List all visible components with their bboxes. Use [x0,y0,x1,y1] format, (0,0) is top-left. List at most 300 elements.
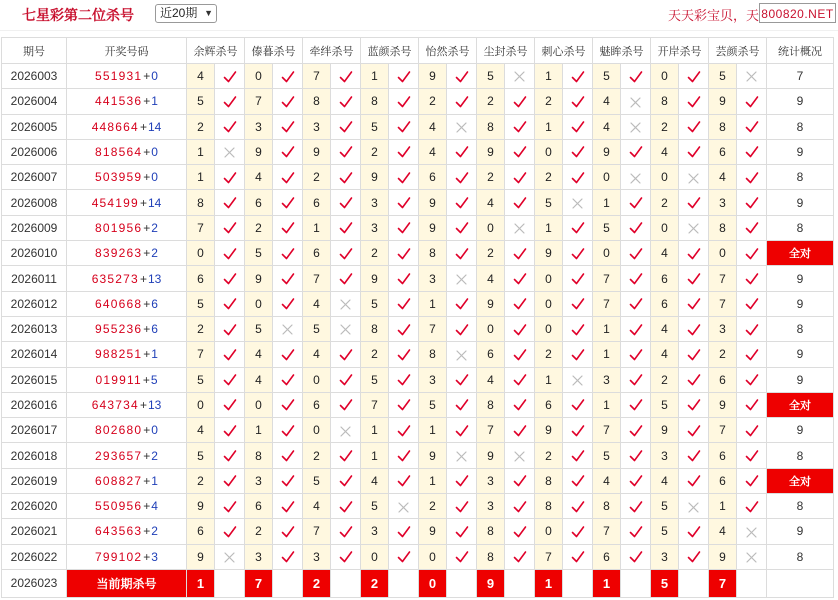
kill-number-cell: 9 [477,139,505,164]
kill-number-cell: 7 [303,519,331,544]
stats-cell: 8 [767,443,834,468]
result-mark-cell [621,316,651,341]
result-mark-cell [389,544,419,569]
draw-plus-sign: + [143,524,151,539]
result-mark-cell [215,64,245,89]
kill-number-cell: 5 [245,241,273,266]
result-mark-cell [505,89,535,114]
check-mark-icon [745,499,759,513]
check-mark-icon [571,549,585,563]
result-mark-cell [737,139,767,164]
stats-cell: 9 [767,519,834,544]
check-mark-icon [339,347,353,361]
current-kill-number: 2 [303,569,331,597]
empty-cell [737,569,767,597]
check-mark-icon [629,549,643,563]
check-mark-icon [223,271,237,285]
draw-number-cell [67,443,187,468]
kill-number-cell: 8 [593,494,621,519]
kill-number-cell: 8 [477,114,505,139]
draw-plus-sign: + [139,195,147,210]
draw-main-number: 550956 [95,499,143,514]
check-mark-icon [281,398,295,412]
kill-number-cell: 3 [245,468,273,493]
check-mark-icon [397,246,411,260]
draw-number-cell [67,468,187,493]
kill-number-cell: 6 [651,266,679,291]
table-row [2,544,834,569]
table-row [2,266,834,291]
check-mark-icon [281,195,295,209]
kill-number-cell: 4 [303,494,331,519]
result-mark-cell [737,291,767,316]
stats-cell: 9 [767,342,834,367]
table-row [2,392,834,417]
draw-main-number: 643563 [95,524,143,539]
cross-mark-icon [282,322,293,336]
result-mark-cell [447,392,477,417]
result-mark-cell [273,165,303,190]
draw-main-number: 503959 [95,170,143,185]
result-mark-cell [679,544,709,569]
kill-number-cell: 4 [245,342,273,367]
period-cell: 2026019 [2,468,67,493]
stats-cell: 9 [767,89,834,114]
draw-number-cell [67,291,187,316]
cross-mark-icon [746,550,757,564]
check-mark-icon [223,170,237,184]
draw-number-cell [67,519,187,544]
check-mark-icon [745,423,759,437]
current-kill-number: 2 [361,569,389,597]
kill-number-cell: 2 [477,165,505,190]
result-mark-cell [505,114,535,139]
result-mark-cell [621,544,651,569]
kill-number-cell: 4 [187,418,215,443]
check-mark-icon [571,398,585,412]
kill-number-cell: 8 [361,89,389,114]
check-mark-icon [223,221,237,235]
result-mark-cell [737,392,767,417]
page-title: 七星彩第二位杀号 [22,7,134,23]
check-mark-icon [281,246,295,260]
kill-number-cell: 0 [535,291,563,316]
draw-number-cell [67,418,187,443]
result-mark-cell [737,165,767,190]
kill-number-cell: 5 [187,367,215,392]
kill-number-cell: 7 [593,519,621,544]
kill-number-cell: 5 [303,468,331,493]
result-mark-cell [389,114,419,139]
draw-number-cell [67,215,187,240]
check-mark-icon [571,296,585,310]
result-mark-cell [447,215,477,240]
table-row [2,64,834,89]
result-mark-cell [737,241,767,266]
check-mark-icon [339,170,353,184]
check-mark-icon [397,524,411,538]
result-mark-cell [331,519,361,544]
check-mark-icon [513,549,527,563]
result-mark-cell [679,241,709,266]
check-mark-icon [223,448,237,462]
column-header-method: 芸颜杀号 [709,38,767,64]
result-mark-cell [563,443,593,468]
result-mark-cell [273,468,303,493]
result-mark-cell [389,215,419,240]
result-mark-cell [563,367,593,392]
check-mark-icon [339,119,353,133]
check-mark-icon [281,448,295,462]
kill-number-cell: 6 [245,190,273,215]
site-domain-badge[interactable]: 800820.NET [759,3,836,23]
result-mark-cell [215,342,245,367]
kill-number-cell: 8 [477,544,505,569]
cross-mark-icon [630,94,641,108]
result-mark-cell [331,443,361,468]
draw-main-number: 818564 [95,145,143,160]
result-mark-cell [447,291,477,316]
draw-bonus-number: 14 [147,119,162,134]
draw-number-cell [67,266,187,291]
kill-number-cell: 9 [535,241,563,266]
kill-number-cell: 4 [651,342,679,367]
kill-number-cell: 0 [593,165,621,190]
result-mark-cell [563,114,593,139]
check-mark-icon [281,499,295,513]
draw-main-number: 454199 [91,195,139,210]
draw-plus-sign: + [143,473,151,488]
check-mark-icon [455,145,469,159]
result-mark-cell [621,519,651,544]
result-mark-cell [273,443,303,468]
kill-number-cell: 5 [593,64,621,89]
check-mark-icon [455,195,469,209]
stats-cell: 9 [767,418,834,443]
kill-number-cell: 1 [593,342,621,367]
kill-number-cell: 0 [361,544,389,569]
check-mark-icon [745,119,759,133]
kill-number-cell: 9 [419,519,447,544]
kill-number-cell: 7 [419,316,447,341]
result-mark-cell [389,64,419,89]
kill-number-cell: 0 [651,215,679,240]
check-mark-icon [571,448,585,462]
result-mark-cell [505,392,535,417]
kill-number-cell: 3 [651,544,679,569]
kill-number-cell: 4 [709,519,737,544]
check-mark-icon [223,322,237,336]
result-mark-cell [389,367,419,392]
draw-plus-sign: + [143,423,151,438]
kill-number-cell: 8 [419,241,447,266]
check-mark-icon [455,221,469,235]
check-mark-icon [687,372,701,386]
check-mark-icon [513,524,527,538]
result-mark-cell [273,494,303,519]
result-mark-cell [679,89,709,114]
result-mark-cell [679,291,709,316]
check-mark-icon [397,347,411,361]
result-mark-cell [621,418,651,443]
draw-main-number: 441536 [95,94,143,109]
check-mark-icon [223,499,237,513]
kill-number-cell: 4 [651,316,679,341]
check-mark-icon [687,423,701,437]
result-mark-cell [563,139,593,164]
result-mark-cell [273,241,303,266]
check-mark-icon [281,549,295,563]
draw-plus-sign: + [143,145,151,160]
cross-mark-icon [224,145,235,159]
result-mark-cell [621,64,651,89]
draw-number-cell [67,89,187,114]
result-mark-cell [331,342,361,367]
check-mark-icon [281,524,295,538]
result-mark-cell [679,215,709,240]
result-mark-cell [389,468,419,493]
draw-main-number: 955236 [95,322,143,337]
kill-number-cell: 3 [709,190,737,215]
period-cell: 2026012 [2,291,67,316]
kill-number-cell: 2 [651,114,679,139]
result-mark-cell [505,367,535,392]
draw-number-cell [67,392,187,417]
result-mark-cell [215,392,245,417]
kill-number-cell: 3 [593,367,621,392]
period-select[interactable] [155,4,217,23]
result-mark-cell [505,291,535,316]
check-mark-icon [513,170,527,184]
result-mark-cell [737,544,767,569]
draw-plus-sign: + [143,69,151,84]
result-mark-cell [447,165,477,190]
result-mark-cell [621,291,651,316]
draw-main-number: 802680 [95,423,143,438]
result-mark-cell [273,544,303,569]
check-mark-icon [687,271,701,285]
result-mark-cell [679,64,709,89]
kill-number-cell: 0 [245,291,273,316]
kill-number-cell: 4 [419,139,447,164]
kill-number-cell: 8 [245,443,273,468]
kill-number-cell: 8 [419,342,447,367]
stats-cell: 9 [767,190,834,215]
column-header-method: 牵绊杀号 [303,38,361,64]
result-mark-cell [621,89,651,114]
draw-number-cell [67,367,187,392]
result-mark-cell [331,190,361,215]
check-mark-icon [513,246,527,260]
check-mark-icon [339,448,353,462]
kill-number-cell: 3 [477,468,505,493]
result-mark-cell [505,494,535,519]
check-mark-icon [571,499,585,513]
result-mark-cell [621,367,651,392]
kill-number-cell: 5 [361,114,389,139]
result-mark-cell [737,418,767,443]
cross-mark-icon [456,449,467,463]
kill-number-cell: 2 [535,443,563,468]
cross-mark-icon [340,423,351,437]
result-mark-cell [679,443,709,468]
draw-number-cell [67,316,187,341]
result-mark-cell [331,64,361,89]
result-mark-cell [215,468,245,493]
check-mark-icon [397,296,411,310]
check-mark-icon [281,423,295,437]
kill-number-cell: 8 [303,89,331,114]
kill-number-cell: 5 [361,367,389,392]
check-mark-icon [571,145,585,159]
result-mark-cell [215,165,245,190]
check-mark-icon [455,549,469,563]
kill-number-cell: 7 [187,215,215,240]
result-mark-cell [447,418,477,443]
period-cell: 2026011 [2,266,67,291]
cross-mark-icon [456,347,467,361]
period-cell: 2026021 [2,519,67,544]
column-header-method: 刺心杀号 [535,38,593,64]
result-mark-cell [505,64,535,89]
result-mark-cell [331,392,361,417]
kill-number-cell: 0 [709,241,737,266]
draw-bonus-number: 2 [151,524,158,539]
draw-main-number: 988251 [95,347,143,362]
result-mark-cell [737,215,767,240]
check-mark-icon [629,398,643,412]
table-row [2,114,834,139]
check-mark-icon [455,398,469,412]
draw-plus-sign: + [143,220,151,235]
result-mark-cell [621,342,651,367]
draw-plus-sign: + [143,94,151,109]
empty-cell [505,569,535,597]
kill-number-cell: 7 [709,418,737,443]
draw-main-number: 801956 [95,220,143,235]
result-mark-cell [215,89,245,114]
kill-number-cell: 4 [593,114,621,139]
period-cell: 2026004 [2,89,67,114]
cross-mark-icon [514,69,525,83]
current-kill-number: 9 [477,569,505,597]
result-mark-cell [389,418,419,443]
kill-number-cell: 3 [419,266,447,291]
stats-cell: 全对 [767,468,834,493]
kill-number-cell: 9 [245,266,273,291]
kill-number-cell: 4 [651,241,679,266]
check-mark-icon [687,296,701,310]
kill-number-cell: 7 [245,89,273,114]
result-mark-cell [563,89,593,114]
result-mark-cell [447,114,477,139]
draw-plus-sign: + [139,398,147,412]
draw-bonus-number: 3 [151,549,158,564]
draw-main-number: 448664 [91,119,139,134]
result-mark-cell [621,392,651,417]
result-mark-cell [563,468,593,493]
result-mark-cell [563,544,593,569]
kill-number-cell: 4 [303,291,331,316]
kill-number-cell: 4 [477,367,505,392]
check-mark-icon [223,119,237,133]
kill-number-cell: 4 [651,139,679,164]
check-mark-icon [397,170,411,184]
check-mark-icon [455,423,469,437]
result-mark-cell [737,443,767,468]
draw-bonus-number: 6 [151,296,158,311]
check-mark-icon [571,119,585,133]
draw-plus-sign: + [143,170,151,185]
result-mark-cell [621,165,651,190]
column-header-method: 魅眸杀号 [593,38,651,64]
draw-bonus-number: 0 [151,145,158,160]
result-mark-cell [331,544,361,569]
result-mark-cell [505,519,535,544]
kill-number-cell: 3 [477,494,505,519]
column-header-method: 开岸杀号 [651,38,709,64]
result-mark-cell [331,215,361,240]
check-mark-icon [281,119,295,133]
result-mark-cell [505,418,535,443]
draw-bonus-number: 0 [151,69,158,84]
check-mark-icon [281,69,295,83]
table-row [2,165,834,190]
check-mark-icon [571,221,585,235]
kill-number-cell: 2 [477,241,505,266]
kill-number-cell: 2 [651,190,679,215]
cross-mark-icon [688,499,699,513]
kill-number-cell: 1 [535,215,563,240]
kill-number-cell: 7 [593,266,621,291]
kill-number-cell: 1 [709,494,737,519]
check-mark-icon [571,423,585,437]
table-row [2,367,834,392]
check-mark-icon [629,221,643,235]
check-mark-icon [455,524,469,538]
kill-number-cell: 0 [651,64,679,89]
draw-plus-sign: + [143,448,151,463]
kill-number-cell: 0 [245,392,273,417]
result-mark-cell [737,342,767,367]
check-mark-icon [397,119,411,133]
kill-number-cell: 5 [245,316,273,341]
column-header-draw: 开奖号码 [67,38,187,64]
result-mark-cell [621,494,651,519]
result-mark-cell [215,241,245,266]
draw-bonus-number: 0 [151,423,158,438]
result-mark-cell [215,316,245,341]
check-mark-icon [397,145,411,159]
result-mark-cell [389,519,419,544]
result-mark-cell [389,266,419,291]
check-mark-icon [281,145,295,159]
table-row [2,468,834,493]
kill-number-cell: 3 [651,443,679,468]
period-cell: 2026008 [2,190,67,215]
kill-number-cell: 7 [593,291,621,316]
result-mark-cell [331,291,361,316]
stats-cell: 9 [767,291,834,316]
kill-number-cell: 0 [535,316,563,341]
stats-cell: 8 [767,215,834,240]
cross-mark-icon [224,550,235,564]
result-mark-cell [447,190,477,215]
table-row [2,316,834,341]
check-mark-icon [571,347,585,361]
kill-number-cell: 0 [477,215,505,240]
kill-number-cell: 1 [245,418,273,443]
